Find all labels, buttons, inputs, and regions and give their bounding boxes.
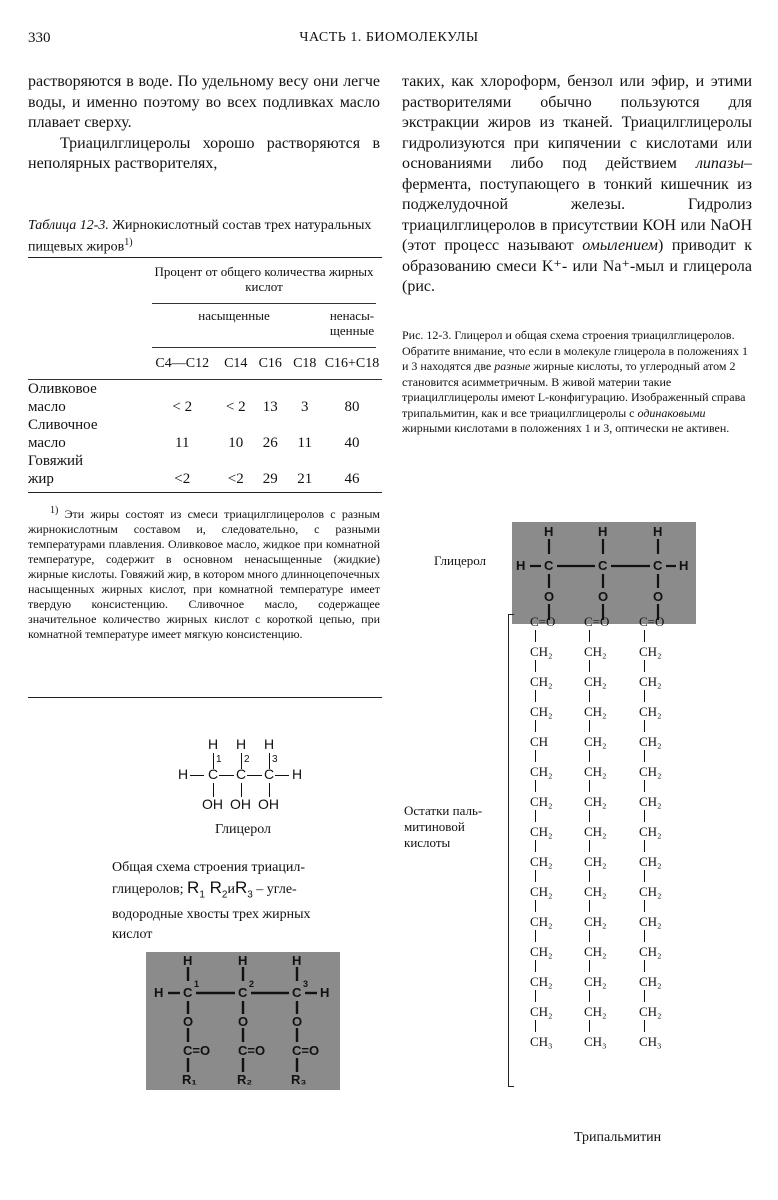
bond-line [535, 780, 536, 792]
h-atom: H [178, 766, 189, 782]
bond-line [535, 1020, 536, 1032]
c-atom: C [653, 558, 663, 573]
r2-index: 2 [221, 889, 228, 901]
chain-unit: CH₃ [530, 1034, 553, 1049]
scheme-caption-line2 [112, 878, 352, 905]
bond-line [535, 750, 536, 762]
right-paragraph [402, 72, 752, 298]
chain-unit: CH₂ [584, 914, 607, 929]
bracket-top [508, 614, 514, 615]
lipase-term: липазы [695, 155, 745, 172]
chain-unit: CH₂ [530, 824, 553, 839]
cell: 3 [300, 399, 309, 415]
chain-unit: CH₂ [530, 914, 553, 929]
h-atom: H [183, 953, 193, 968]
figure-caption-1: Рис. 12-3. Глицерол и общая схема строения триацилглицеролов. Обратите внимание, что если в молекуле глицерола в положениях 1 и 3 находятся две [402, 328, 748, 373]
label-palmitic: Остатки паль-митиновой кислоты [404, 803, 483, 850]
scheme-caption-line1: Общая схема строения триацил- [112, 860, 305, 875]
num-2: 2 [249, 979, 255, 989]
tripalmitin-glycerol-box [512, 522, 696, 624]
chain-unit: CH₂ [639, 974, 662, 989]
cell: < 2 [225, 399, 246, 415]
table-title-note: 1) [124, 237, 133, 248]
bond-line [535, 870, 536, 882]
co-group: C=O [183, 1043, 211, 1058]
bond-line [589, 780, 590, 792]
bond-line [589, 1020, 590, 1032]
c-atom: C [236, 766, 247, 782]
scheme-caption-pre: глицеролов; [112, 882, 184, 897]
chain-unit: CH₂ [584, 734, 607, 749]
co-group: C=O [238, 1043, 266, 1058]
bond-line [589, 720, 590, 732]
footnote-rule [28, 697, 382, 698]
bond-line [535, 930, 536, 942]
figure-caption-2: жирные кислоты, то углеродный атом 2 становится асимметричным. В живой материи такие триацилглицеролы имеют L-конфигурацию. Изображенный справа трипальмитин, как и все триацилглицеролы с [402, 359, 746, 420]
table-title-number: Таблица 12-3. [28, 218, 109, 233]
bond-line [589, 630, 590, 642]
c-atom: C [264, 766, 275, 782]
carbonyl-group: C=O [584, 614, 610, 629]
bond-line [535, 690, 536, 702]
glycerol-label: Глицерол [215, 822, 272, 837]
general-scheme-caption [112, 858, 352, 945]
row-name-2: масло [28, 435, 66, 451]
chain-unit: CH₂ [530, 674, 553, 689]
col-c14: C14 [224, 356, 248, 371]
bond-line [644, 630, 645, 642]
num-3: 3 [272, 754, 278, 765]
bond-line [644, 750, 645, 762]
chain-unit: CH₂ [639, 704, 662, 719]
chain-unit: CH₂ [584, 974, 607, 989]
num-1: 1 [194, 979, 200, 989]
bond-line [644, 840, 645, 852]
chain-unit: CH₂ [530, 644, 553, 659]
row-name: Оливковое [28, 381, 97, 397]
chain-unit: CH₂ [530, 704, 553, 719]
bond-line [589, 840, 590, 852]
oh-group: OH [230, 796, 251, 812]
bond-line [589, 960, 590, 972]
bracket-bottom [508, 1086, 514, 1087]
bond-line [589, 990, 590, 1002]
footnote-text: Эти жиры состоят из смеси триацилглицеролов с разным жирнокислотным составом и, следовательно, с разными температурами плавления. Оливковое масло, жидкое при комнатной температуре, содержит в основном ненасыщенные (жидкие) жирные кислоты. Говяжий жир, в котором много длинноцепочечных насыщенных жирных кислот, при комнатной температуре имеет твердую консистенцию. Сливочное масло, содержащее значительное количество жирных кислот с короткой цепью, при комнатной температуре имеет мягкую консистенцию. [28, 507, 380, 641]
h-atom: H [653, 524, 663, 539]
table-bottom-rule [28, 492, 382, 493]
chain-unit: CH₂ [639, 854, 662, 869]
chain-unit: CH₂ [639, 794, 662, 809]
c-atom: C [292, 985, 302, 1000]
oh-group: OH [258, 796, 279, 812]
right-paragraph-text-c: ) приводит к образованию смеси K⁺- или Na⁺-мыл и глицерола (рис. [402, 237, 753, 295]
bond-line [535, 960, 536, 972]
row-name-2: масло [28, 399, 66, 415]
chain-unit: CH₂ [639, 914, 662, 929]
h-atom: H [516, 558, 526, 573]
chain-unit: CH₂ [530, 854, 553, 869]
bond-line [535, 840, 536, 852]
header-unsaturated: ненасы-щенные [329, 308, 375, 338]
running-head: ЧАСТЬ 1. БИОМОЛЕКУЛЫ [299, 30, 479, 45]
carbonyl-group: C=O [639, 614, 665, 629]
cell: 26 [262, 435, 278, 451]
table-top-rule [28, 257, 382, 258]
scheme-caption-line4: кислот [112, 927, 153, 943]
cell: <2 [174, 471, 191, 487]
col-c16-c18: C16+C18 [324, 356, 380, 371]
cell: 40 [344, 435, 360, 451]
h-atom: H [598, 524, 608, 539]
chain-unit: CH₂ [584, 674, 607, 689]
o-atom: O [653, 589, 664, 604]
h-atom: H [238, 953, 248, 968]
label-glycerol: Глицерол [434, 553, 487, 568]
figure-caption-italic-2: одинаковыми [637, 405, 706, 420]
col-c4-c12: C4—C12 [155, 356, 210, 371]
left-paragraph-2-text: Триацилглицеролы хорошо растворяются в неполярных растворителях, [28, 134, 380, 172]
c-atom: C [598, 558, 608, 573]
cell: 46 [344, 471, 360, 487]
chain-unit: CH₂ [584, 794, 607, 809]
bond-line [644, 780, 645, 792]
chain-unit: CH₂ [639, 764, 662, 779]
chain-unit: CH₂ [639, 1004, 662, 1019]
h-atom: H [320, 985, 330, 1000]
h-atom: H [236, 736, 247, 752]
h-atom: H [264, 736, 275, 752]
chain-unit: CH₂ [639, 944, 662, 959]
cell: 13 [262, 399, 278, 415]
o-atom: O [544, 589, 555, 604]
figure-caption-italic-1: разные [494, 359, 531, 373]
o-atom: O [238, 1014, 249, 1029]
bond-line [535, 630, 536, 642]
bond-line [644, 960, 645, 972]
col-c16: C16 [258, 356, 282, 371]
chain-unit: CH₂ [530, 794, 553, 809]
chain-unit: CH₂ [530, 1004, 553, 1019]
c-atom: C [544, 558, 554, 573]
bond-line [589, 690, 590, 702]
table-title [28, 217, 380, 256]
cell: 21 [297, 471, 313, 487]
chain-unit: CH₂ [530, 884, 553, 899]
cell: <2 [227, 471, 244, 487]
bond-line [535, 810, 536, 822]
footnote-mark: 1) [50, 505, 59, 516]
chain-unit: CH₂ [584, 824, 607, 839]
triacylglycerol-scheme [146, 952, 340, 1090]
chain-unit: CH₂ [639, 674, 662, 689]
bond-line [644, 900, 645, 912]
bond-line [589, 750, 590, 762]
header-saturated: насыщенные [198, 308, 270, 323]
table-row [28, 416, 382, 452]
cell: 80 [344, 399, 360, 415]
table-row [28, 380, 382, 416]
row-name-2: жир [28, 471, 54, 487]
bond-line [589, 900, 590, 912]
bond-line [644, 1020, 645, 1032]
bond-line [644, 810, 645, 822]
bond-line [644, 720, 645, 732]
h-atom: H [292, 953, 302, 968]
figure-caption [402, 328, 752, 437]
chain-unit: CH₂ [530, 974, 553, 989]
chain-unit: CH₂ [639, 884, 662, 899]
glycerol-structure [172, 736, 322, 816]
bond-line [535, 720, 536, 732]
chain-unit: CH₂ [584, 764, 607, 779]
bond-line [644, 930, 645, 942]
cell: 10 [228, 435, 244, 451]
chain-unit: CH₂ [639, 824, 662, 839]
cell: 29 [262, 471, 278, 487]
bond-line [589, 810, 590, 822]
right-paragraph-text: таких, как хлороформ, бензол или эфир, и этими растворителями обычно пользуются для экстракции жиров из тканей. Триацилглицеролы гидролизуются при кипячении с кислотами или основаниями либо под действием [402, 73, 752, 172]
r3-index: 3 [247, 889, 253, 901]
scheme-caption-post: – угле- [256, 882, 297, 897]
right-paragraph-text-b: – фермента, поступающего в тонкий кишечник из поджелудочной железы. Гидролиз триацилглицеролов в присутствии КОН или NaOH (этот процесс называют [402, 155, 753, 254]
bond-line [644, 660, 645, 672]
c-atom: C [208, 766, 219, 782]
r3-letter: R [234, 878, 248, 897]
bond-line [589, 870, 590, 882]
r-label: R₁ [182, 1072, 197, 1087]
chain-unit: CH₂ [584, 854, 607, 869]
row-name: Говяжий [28, 453, 84, 469]
h-atom: H [292, 766, 303, 782]
row-name: Сливочное [28, 417, 98, 433]
chain-unit: CH₃ [639, 1034, 662, 1049]
left-paragraph-1-text: растворяются в воде. По удельному весу они легче воды, и именно поэтому во всех подливках масло плавает сверху. [28, 73, 380, 131]
scheme-and: и [227, 882, 235, 897]
bond-line [535, 900, 536, 912]
cell: 11 [175, 435, 190, 451]
table-footnote [28, 503, 380, 642]
page-number: 330 [28, 30, 51, 46]
chain-unit: CH [530, 734, 549, 749]
bond-line [644, 870, 645, 882]
r1-index: 1 [199, 889, 205, 901]
h-atom: H [544, 524, 554, 539]
chain-unit: CH₂ [530, 944, 553, 959]
chain-unit: CH₂ [584, 884, 607, 899]
cell: < 2 [172, 399, 193, 415]
num-1: 1 [216, 754, 222, 765]
o-atom: O [183, 1014, 194, 1029]
chain-unit: CH₂ [530, 764, 553, 779]
bond-line [535, 660, 536, 672]
bond-line [644, 690, 645, 702]
saponification-term: омылением [582, 237, 658, 254]
o-atom: O [292, 1014, 303, 1029]
r-label: R₂ [237, 1072, 253, 1087]
bond-line [589, 660, 590, 672]
header-percent: Процент от общего количества жирных кислот [154, 264, 374, 294]
r2-letter: R [209, 878, 222, 897]
col-c18: C18 [293, 356, 317, 371]
h-atom: H [154, 985, 164, 1000]
bond-line [589, 930, 590, 942]
bracket-line [508, 614, 509, 1086]
fatty-acid-table [28, 262, 382, 488]
chain-unit: CH₂ [584, 1004, 607, 1019]
h-atom: H [208, 736, 219, 752]
r-label: R₃ [291, 1072, 307, 1087]
co-group: C=O [292, 1043, 320, 1058]
c-atom: C [183, 985, 193, 1000]
bond-line [535, 990, 536, 1002]
left-paragraph-1 [28, 72, 380, 175]
chain-unit: CH₂ [584, 644, 607, 659]
r1-letter: R [187, 878, 200, 897]
c-atom: C [238, 985, 248, 1000]
num-2: 2 [244, 754, 250, 765]
chain-unit: CH₂ [639, 734, 662, 749]
chain-unit: CH₂ [584, 704, 607, 719]
chain-unit: CH₂ [639, 644, 662, 659]
carbonyl-group: C=O [530, 614, 556, 629]
table-title-text: Жирнокислотный состав трех натуральных пищевых жиров [28, 218, 372, 255]
scheme-caption-line3: водородные хвосты трех жирных [112, 907, 311, 923]
chain-unit: CH₂ [584, 944, 607, 959]
cell: 11 [297, 435, 312, 451]
table-row [28, 452, 382, 488]
o-atom: O [598, 589, 609, 604]
oh-group: OH [202, 796, 223, 812]
figure-caption-3: жирными кислотами в положениях 1 и 3, оптически не активен. [402, 421, 730, 435]
chain-unit: CH₃ [584, 1034, 607, 1049]
h-atom: H [679, 558, 689, 573]
num-3: 3 [303, 979, 309, 989]
label-tripalmitin: Трипальмитин [574, 1130, 662, 1145]
bond-line [644, 990, 645, 1002]
